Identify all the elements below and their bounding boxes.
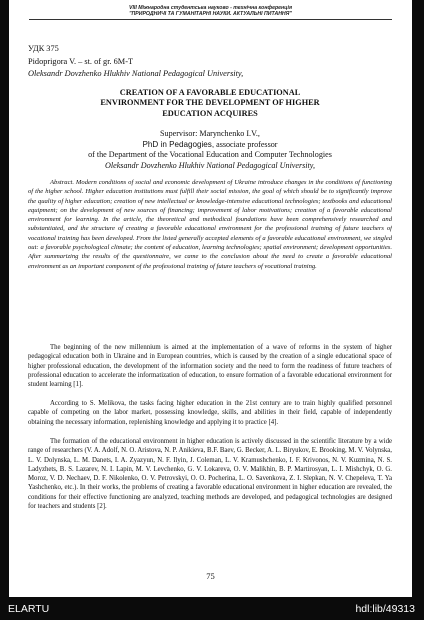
supervisor-name: Supervisor: Marynchenko I.V., bbox=[160, 129, 260, 138]
conference-header-line2: "ПРИРОДНИЧІ ТА ГУМАНІТАРНІ НАУКИ. АКТУАЛЬНІ ПИТАННЯ" bbox=[129, 11, 292, 17]
supervisor-rank: associate professor bbox=[214, 140, 278, 149]
page-number: 75 bbox=[206, 571, 215, 581]
article-title-line2: ENVIRONMENT FOR THE DEVELOPMENT OF HIGHER bbox=[100, 98, 320, 107]
supervisor-affiliation: Oleksandr Dovzhenko Hlukhiv National Pedagogical University, bbox=[105, 161, 315, 170]
supervisor-department: of the Department of the Vocational Education and Computer Technologies bbox=[88, 150, 332, 159]
body-paragraph-3: The formation of the educational environment in higher education is actively discussed in the scientific literature by a wide range of researchers (V. A. Adolf, N. O. Aristova, N. P. Anikieva, B.F. Baev, G. Becker, A. L. Biryukov, E. Brooking, M. V. Volynska, L. V. Dolynska, L. M. Danets, I. A. Zyazyun, N. F. Ilyin, J. Coleman, L. V. Kramushchenko, I. F. Krivonos, N. V. Kuzmina, N. S. Ladyzhets, B. S. Lazarev, N. I. Lapin, M. V. Levchenko, G. V. Lokareva, O. V. Malikhin, B. P. Martirosyan, L. I. Mishchyk, O. G. Moroz, V. D. Nechaev, D. F. Nikolenko, O. V. Petrovskyi, O. O. Pocherina, L. O. Savenkova, Z. I. Slepkan, N. V. Chepeleva, T. Ya Yashchenko, etc.). In their works, the problems of creating a favorable educational environment in higher education are revealed, the conditions for their effective functioning are analyzed, teaching methods are developed, and pedagogical technologies are designed for teachers and students [2]. bbox=[28, 438, 392, 511]
abstract: Abstract. Modern conditions of social and economic development of Ukraine introduce changes in the conditions of functioning of the higher school. Higher education institutions must fulfill their social mission, the goal of which should be to significantly improve the quality of higher education; creation of new intellectual or knowledge-intensive educational technologies; textbooks and educational equipment; on the development of new sources of financing; improvement of labor motivations; creation of a favorable educational environment for learning. In the article, the theoretical and methodical foundations have been comprehensively researched and substantiated, and the structure of creating a favorable educational environment for the professional training of future teachers of vocational training has been developed. From the listed generally accepted elements of a favorable educational environment, we singled out: a favorable psychological climate; the content of education, learning technologies; spatial environment; development opportunities. After summarizing the results of the questionnaire, we came to the conclusion about the need to create a favorable educational environment as an important component of the professional training of future teachers of vocational training. bbox=[28, 179, 392, 270]
body-paragraph-1: The beginning of the new millennium is aimed at the implementation of a wave of reforms in the system of higher pedagogical education both in Ukraine and in European countries, which is caused by the creation of a single educational space of higher professional education, the development of the information society and the need to form the readiness of future teachers of professional education to accelerate the informatization of education, to ensure formation of a favorable educational environment for student learning [1]. bbox=[28, 344, 392, 389]
header-divider bbox=[29, 19, 392, 20]
handle-identifier: hdl:lib/49313 bbox=[355, 603, 415, 615]
repository-label: ELARTU bbox=[8, 603, 50, 615]
document-page bbox=[9, 0, 412, 597]
author-affiliation: Oleksandr Dovzhenko Hlukhiv National Pedagogical University, bbox=[28, 69, 244, 78]
article-title-line1: CREATION OF A FAVORABLE EDUCATIONAL bbox=[119, 88, 301, 97]
supervisor-degree: PhD in Pedagogies, bbox=[142, 140, 215, 149]
conference-header-line1: VIII Міжнародна студентська науково - технічна конференція bbox=[129, 5, 292, 11]
article-title-line3: EDUCATION ACQUIRES bbox=[162, 109, 258, 118]
body-paragraph-2: According to S. Melikova, the tasks facing higher education in the 21st century are to train highly qualified personnel capable of competing on the labor market, possessing knowledge, skills, and abilities in their field, capable of independently obtaining the necessary information, replenishing knowledge and applying it to practice [4]. bbox=[28, 400, 392, 426]
supervisor-position bbox=[28, 140, 392, 151]
author-line: Pidoprigora V. – st. of gr. 6M-T bbox=[28, 57, 134, 66]
udc-code: УДК 375 bbox=[28, 44, 59, 53]
